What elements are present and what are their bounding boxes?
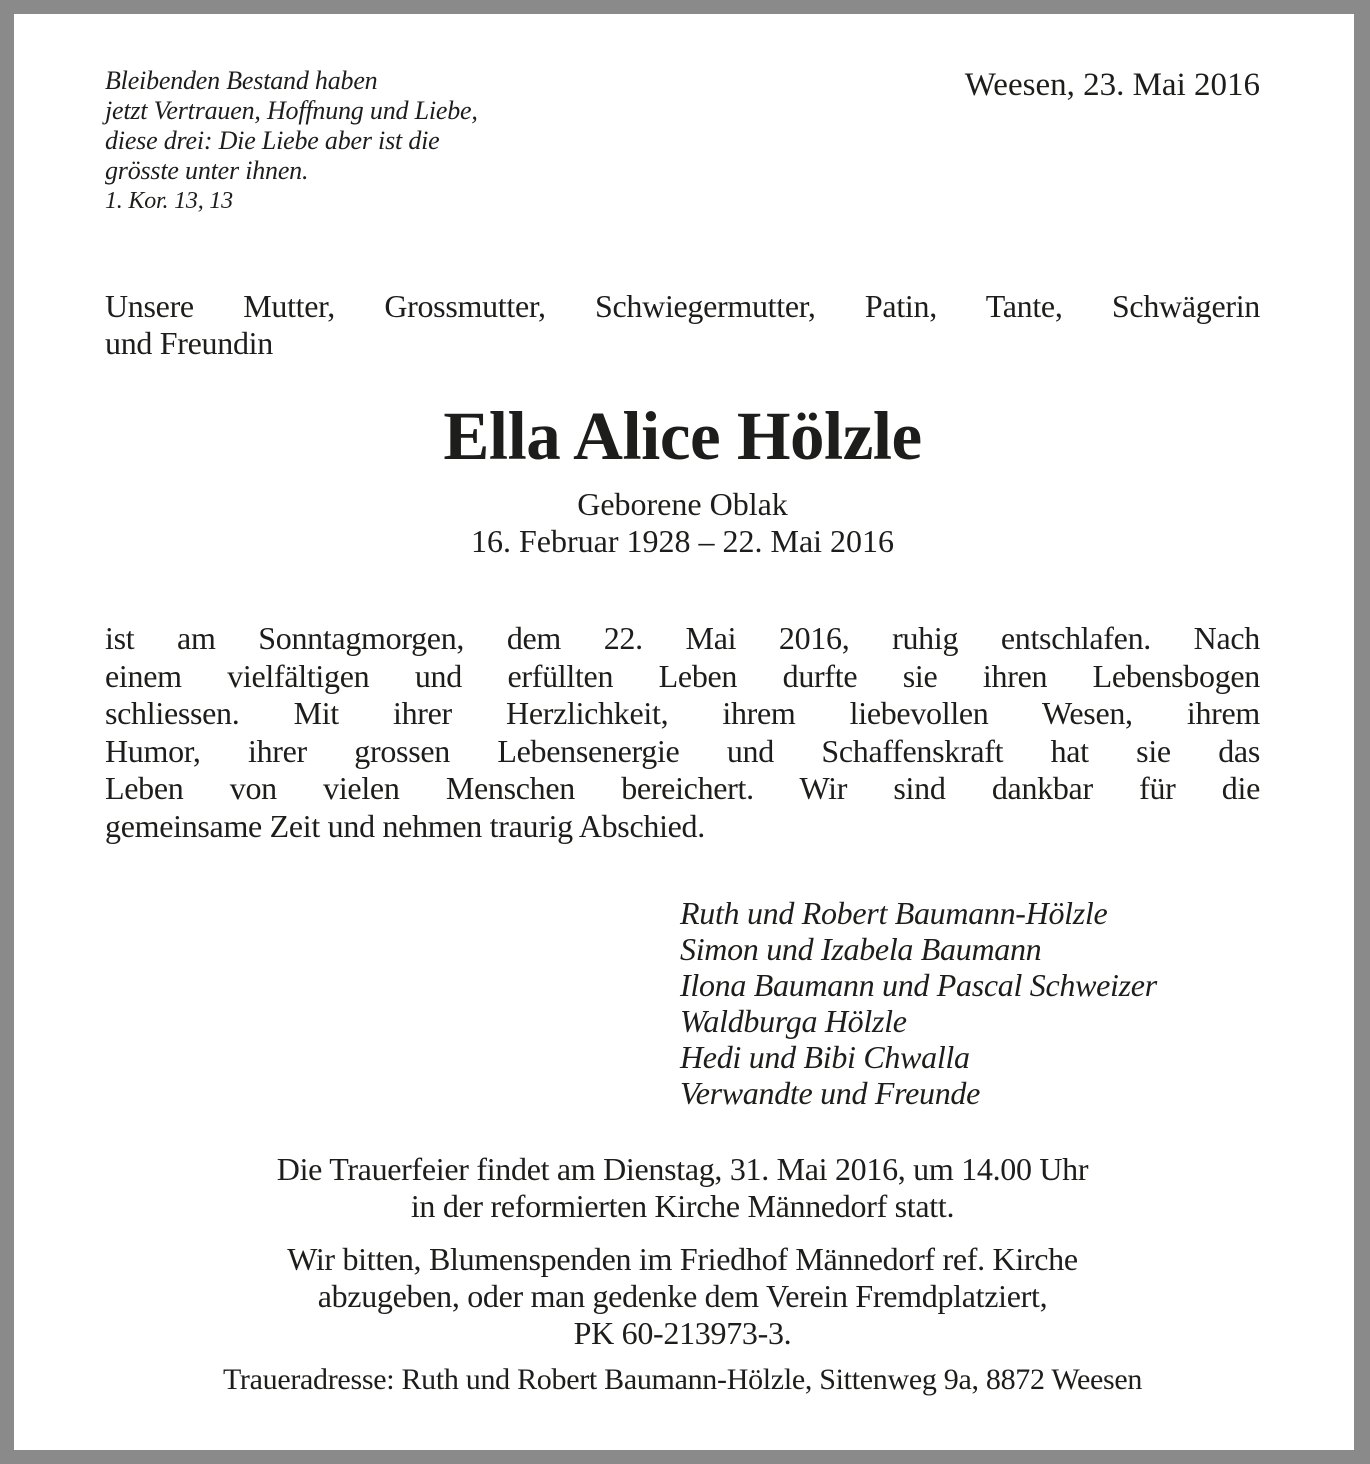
- mourners-list: [105, 895, 1260, 1111]
- text-line: Leben von vielen Menschen bereichert. Wir sind dankbar für die: [105, 770, 1260, 806]
- text-line: Hedi und Bibi Chwalla: [680, 1039, 970, 1075]
- mourning-address: Traueradresse: Ruth und Robert Baumann-Hölzle, Sittenweg 9a, 8872 Weesen: [222, 1363, 1143, 1396]
- obituary-page: [14, 14, 1354, 1450]
- text-line: Humor, ihrer grossen Lebensenergie und Schaffenskraft hat sie das: [105, 732, 1260, 769]
- deceased-name: Ella Alice Hölzle: [443, 398, 922, 474]
- maiden-name: Geborene Oblak: [577, 486, 788, 522]
- text-line: PK 60-213973-3.: [573, 1315, 792, 1351]
- text-line: gemeinsame Zeit und nehmen traurig Abschied.: [105, 807, 705, 844]
- text-line: Unsere Mutter, Grossmutter, Schwiegermutter, Patin, Tante, Schwägerin: [105, 288, 1260, 324]
- text-line: abzugeben, oder man gedenke dem Verein Fremdplatziert,: [317, 1278, 1048, 1314]
- deceased-block: [105, 396, 1260, 560]
- text-line: ist am Sonntagmorgen, dem 22. Mai 2016, ruhig entschlafen. Nach: [105, 620, 1260, 656]
- intro-text: [105, 288, 1260, 362]
- scripture-block: [105, 66, 478, 216]
- text-line: in der reformierten Kirche Männedorf statt.: [410, 1188, 955, 1224]
- text-line: Bleibenden Bestand haben: [105, 66, 378, 95]
- text-line: und Freundin: [105, 325, 273, 361]
- dateline: Weesen, 23. Mai 2016: [964, 67, 1260, 103]
- service-info: [105, 1151, 1260, 1225]
- text-line: Ilona Baumann und Pascal Schweizer: [680, 967, 1157, 1003]
- text-line: jetzt Vertrauen, Hoffnung und Liebe,: [105, 96, 478, 125]
- life-dates: 16. Februar 1928 – 22. Mai 2016: [470, 523, 895, 559]
- page-header: [105, 66, 1260, 216]
- text-line: Simon und Izabela Baumann: [680, 931, 1042, 967]
- scripture-quote: [105, 66, 478, 186]
- obituary-paragraph: [105, 620, 1260, 845]
- scripture-citation: 1. Kor. 13, 13: [105, 188, 233, 214]
- text-line: diese drei: Die Liebe aber ist die: [105, 126, 440, 155]
- text-line: schliessen. Mit ihrer Herzlichkeit, ihrem liebevollen Wesen, ihrem: [105, 695, 1260, 731]
- text-line: Ruth und Robert Baumann-Hölzle: [680, 895, 1108, 931]
- donation-info: [105, 1241, 1260, 1352]
- text-line: Waldburga Hölzle: [680, 1003, 907, 1039]
- text-line: einem vielfältigen und erfüllten Leben durfte sie ihren Lebensbogen: [105, 657, 1260, 694]
- text-line: Wir bitten, Blumenspenden im Friedhof Männedorf ref. Kirche: [287, 1241, 1078, 1277]
- text-line: Die Trauerfeier findet am Dienstag, 31. Mai 2016, um 14.00 Uhr: [276, 1151, 1089, 1187]
- text-line: grösste unter ihnen.: [105, 156, 309, 185]
- text-line: Verwandte und Freunde: [680, 1075, 981, 1111]
